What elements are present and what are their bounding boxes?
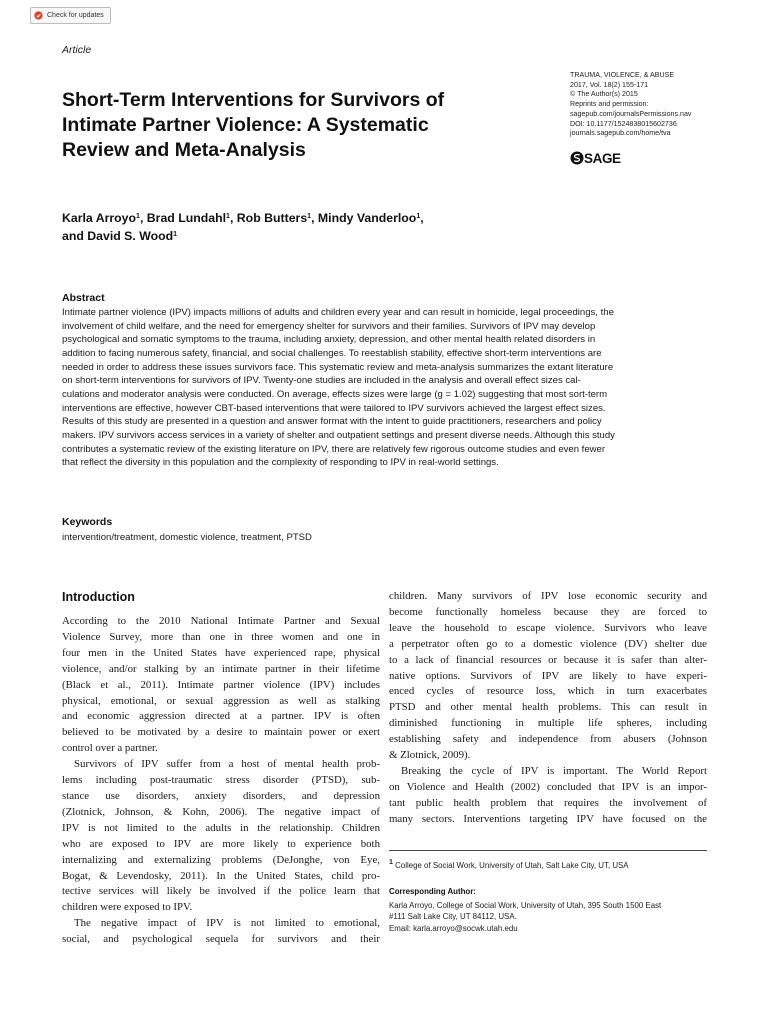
body-text-line: (Black et al., 2011). Intimate partner violence (IPV) includes bbox=[62, 678, 380, 691]
abstract-text bbox=[62, 306, 717, 470]
author-separator: , bbox=[420, 211, 424, 225]
author-separator: , bbox=[311, 211, 318, 225]
journal-homepage-link[interactable]: journals.sagepub.com/home/tva bbox=[570, 129, 671, 138]
abstract-heading: Abstract bbox=[62, 292, 105, 304]
body-text-line: IPV is not limited to the adults in the relationship. Children bbox=[62, 821, 380, 834]
body-text-line: stance use disorders, anxiety disorders, and depression bbox=[62, 789, 380, 802]
body-text-line: internalizing and externalizing problems (DeJonghe, von Eye, bbox=[62, 853, 380, 866]
corresponding-author-details bbox=[389, 900, 661, 934]
corresponding-author-email[interactable]: Email: karla.arroyo@socwk.utah.edu bbox=[389, 923, 518, 933]
journal-copyright: © The Author(s) 2015 bbox=[570, 90, 638, 99]
corresponding-author-address: #111 Salt Lake City, UT 84112, USA. bbox=[389, 912, 517, 922]
body-text-line: enced cycles of resource loss, which in turn exacerbates bbox=[389, 685, 707, 698]
author-name: and David S. Wood bbox=[62, 229, 174, 243]
keywords-text: intervention/treatment, domestic violence, treatment, PTSD bbox=[62, 532, 312, 543]
journal-permissions-link[interactable]: sagepub.com/journalsPermissions.nav bbox=[570, 109, 692, 118]
body-column-left bbox=[62, 614, 380, 948]
body-text-line: children. Many survivors of IPV lose economic security and bbox=[389, 590, 707, 602]
journal-name: TRAUMA, VIOLENCE, & ABUSE bbox=[570, 71, 675, 79]
check-for-updates-badge[interactable] bbox=[30, 7, 111, 24]
article-type-label: Article bbox=[62, 44, 92, 56]
body-text-line: violence, and/or stalking by an intimate partner in their lifetime bbox=[62, 662, 380, 675]
check-for-updates-label: Check for updates bbox=[47, 12, 104, 19]
author-name: Rob Butters bbox=[236, 211, 308, 225]
author-affiliation-marker: 1 bbox=[136, 213, 140, 220]
abstract-line: psychological and somatic symptoms to the trauma, including anxiety, depression, and other mental health related disorders in bbox=[62, 334, 596, 346]
body-text-line: The negative impact of IPV is not limited to emotional, bbox=[74, 917, 380, 930]
body-text-line: many sectors. Interventions targeting IPV have focused on the bbox=[389, 812, 707, 825]
author-line bbox=[62, 227, 542, 245]
introduction-heading: Introduction bbox=[62, 590, 135, 604]
footnote-divider bbox=[389, 850, 707, 851]
abstract-line: makers. IPV survivors access services in a variety of shelter and outpatient settings and present diverse needs. Although this study bbox=[62, 429, 615, 441]
title-line: Short-Term Interventions for Survivors of bbox=[62, 89, 445, 111]
body-text-line: Breaking the cycle of IPV is important. The World Report bbox=[401, 764, 707, 777]
body-text-line: diminished functioning in multiple life spheres, including bbox=[389, 717, 707, 730]
abstract-line: on short-term interventions for survivors of IPV. Twenty-one studies are included in the analysis and overall effect sizes cal- bbox=[62, 375, 581, 387]
body-text-line: four men in the United States have experienced rape, physical bbox=[62, 646, 380, 659]
body-text-line: native options. Survivors of IPV are likely to have experi- bbox=[389, 669, 707, 682]
body-text-line: & Zlotnick, 2009). bbox=[389, 749, 471, 762]
author-name: Karla Arroyo bbox=[62, 211, 137, 225]
author-name: Mindy Vanderloo bbox=[317, 211, 417, 225]
abstract-line: culations and moderator analysis were conducted. On average, effects sizes were large (g = 1.02) suggesting that most sort-term bbox=[62, 388, 608, 400]
body-text-line: who are exposed to IPV are more likely to experience both bbox=[62, 837, 380, 850]
affiliation-text: College of Social Work, University of Utah, Salt Lake City, UT, USA bbox=[395, 861, 629, 870]
body-text-line: tant public health problem that requires the involvement of bbox=[389, 796, 707, 809]
body-text-line: Bogat, & Levendosky, 2011). In the United States, child pro- bbox=[62, 869, 380, 882]
abstract-line: Results of this study are presented in a question and answer format with the intent to guide practitioners, researchers and policy bbox=[62, 416, 602, 428]
author-affiliation-marker: 1 bbox=[416, 213, 421, 220]
abstract-line: contributes a systematic review of the existing literature on IPV, there are relatively few rigorous outcome studies and even fewer bbox=[62, 443, 606, 455]
body-text-line: to a lack of financial resources or because it is safer than alter- bbox=[389, 653, 707, 666]
body-text-line: lems including post-traumatic stress disorder (PTSD), sub- bbox=[62, 774, 380, 787]
body-text-line: establishing safety and independence from abusers (Johnson bbox=[389, 733, 707, 746]
corresponding-author-address: Karla Arroyo, College of Social Work, University of Utah, 395 South 1500 East bbox=[389, 901, 662, 910]
abstract-line: involvement of child welfare, and the need for emergency shelter for survivors and their families. Survivors of IPV may develop bbox=[62, 320, 596, 332]
journal-volume: 2017, Vol. 18(2) 155-171 bbox=[570, 80, 649, 89]
body-text-line: (Zlotnick, Johnson, & Kohn, 2006). The negative impact of bbox=[62, 805, 380, 818]
body-text-line: and economic aggression directed at a partner. IPV is often bbox=[62, 710, 380, 723]
abstract-line: needed in order to address these issues survivors face. This systematic review and meta-analysis summarizes the extant literature bbox=[62, 361, 614, 373]
author-list bbox=[62, 209, 542, 245]
author-affiliation-marker: 1 bbox=[173, 231, 178, 238]
sage-logo-icon bbox=[570, 151, 584, 165]
abstract-line: interventions are effective, however CBT-based interventions that were tailored to IPV survivors achieved the largest effect sizes. bbox=[62, 402, 606, 414]
corresponding-author-heading: Corresponding Author: bbox=[389, 887, 476, 896]
title-line: Intimate Partner Violence: A Systematic bbox=[62, 114, 429, 136]
body-text-line: Survivors of IPV suffer from a host of mental health prob- bbox=[74, 758, 380, 771]
body-text-line: control over a partner. bbox=[62, 742, 158, 755]
body-text-line: tective services will likely be involved if the police learn that bbox=[62, 885, 380, 898]
keywords-heading: Keywords bbox=[62, 516, 113, 528]
journal-info bbox=[570, 71, 760, 139]
body-text-line: on Violence and Health (2002) concluded that IPV is an impor- bbox=[389, 780, 707, 793]
body-text-line: leave the household to escape violence. Survivors who leave bbox=[389, 621, 707, 634]
affiliation-footnote bbox=[389, 861, 629, 870]
sage-logo-text: SAGE bbox=[584, 150, 621, 166]
body-text-line: physical, emotional, or sexual aggression as well as stalking bbox=[62, 694, 380, 707]
article-title bbox=[62, 88, 532, 163]
body-text-line: PTSD and other mental health problems. This can result in bbox=[389, 701, 707, 714]
body-text-line: social, and psychological sequela for survivors and their bbox=[62, 933, 380, 946]
sage-logo bbox=[570, 150, 621, 166]
author-separator: , bbox=[229, 211, 237, 225]
update-check-icon bbox=[34, 11, 43, 20]
abstract-line: addition to facing numerous safety, financial, and social challenges. To reestablish stability, effective short-term interventions are bbox=[62, 347, 602, 359]
affiliation-marker: 1 bbox=[389, 859, 393, 866]
author-affiliation-marker: 1 bbox=[226, 213, 230, 220]
journal-reprints: Reprints and permission: bbox=[570, 100, 649, 109]
journal-doi[interactable]: DOI: 10.1177/1524838015602736 bbox=[570, 119, 677, 128]
abstract-line: that reflect the diversity in this population and the complexity of responding to IPV in real-world settings. bbox=[62, 457, 499, 469]
title-line: Review and Meta-Analysis bbox=[62, 139, 306, 161]
body-text-line: According to the 2010 National Intimate Partner and Sexual bbox=[62, 615, 380, 627]
abstract-line: Intimate partner violence (IPV) impacts millions of adults and children every year and can result in homicide, legal proceedings, the bbox=[62, 307, 614, 318]
body-text-line: Violence Survey, more than one in three women and one in bbox=[62, 630, 380, 643]
body-text-line: become functionally homeless because they are forced to bbox=[389, 605, 707, 618]
author-line bbox=[62, 209, 542, 227]
body-column-right bbox=[389, 589, 707, 828]
body-text-line: a perpetrator often go to a domestic violence (DV) shelter due bbox=[389, 637, 707, 650]
author-affiliation-marker: 1 bbox=[307, 213, 312, 220]
author-name: Brad Lundahl bbox=[146, 211, 227, 225]
body-text-line: children were exposed to IPV. bbox=[62, 901, 193, 914]
author-separator: , bbox=[139, 211, 147, 225]
body-text-line: believed to be motivated by a desire to maintain power or exert bbox=[62, 726, 380, 739]
